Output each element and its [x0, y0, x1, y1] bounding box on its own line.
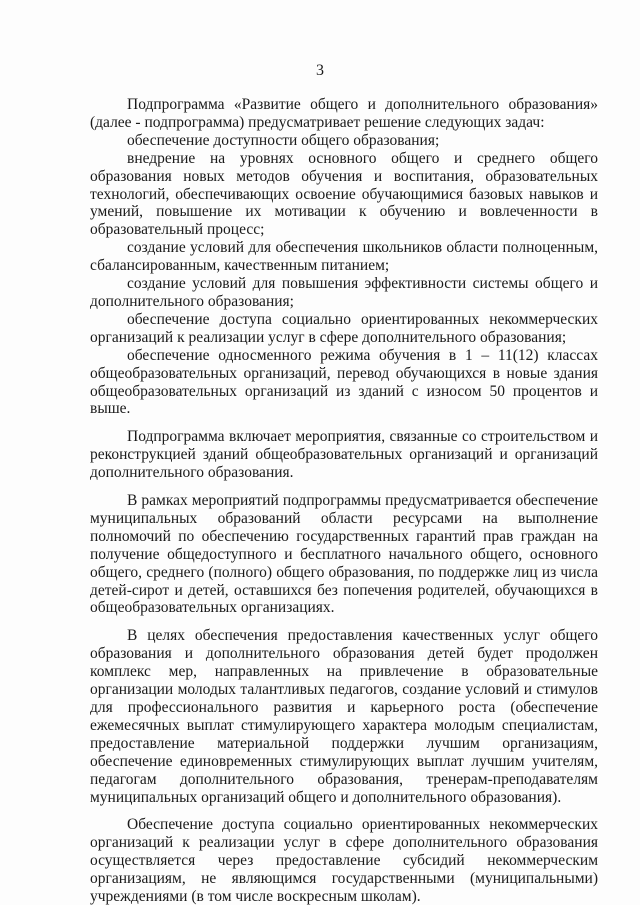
paragraph-task-4: создание условий для повышения эффективности системы общего и дополнительного образования; — [90, 275, 598, 310]
paragraph-municipal-resources: В рамках мероприятий подпрограммы предусматривается обеспечение муниципальных образований области ресурсами на выполнение полномочий по обеспечению государственных гарантий прав граждан на получение общедоступного и бесплатного начального общего, основного общего, среднего (полного) общего образования, по поддержке лиц из числа детей-сирот и детей, оставшихся без попечения родителей, обучающихся в общеобразовательных организациях. — [90, 492, 598, 617]
paragraph-task-3: создание условий для обеспечения школьников области полноценным, сбалансированным, качественным питанием; — [90, 239, 598, 275]
paragraph-task-2: внедрение на уровнях основного общего и среднего общего образования новых методов обучения и воспитания, образовательных технологий, обеспечивающих освоение обучающимися базовых навыков и умений, повышение их мотивации к обучению и вовлеченности в образовательный процесс; — [90, 149, 598, 239]
document-body — [90, 96, 598, 906]
paragraph-task-6: обеспечение односменного режима обучения в 1 – 11(12) классах общеобразовательных организаций, перевод обучающихся в новые здания общеобразовательных организаций из зданий с износом 50 процентов и выше. — [90, 346, 598, 418]
paragraph-construction: Подпрограмма включает мероприятия, связанные со строительством и реконструкцией зданий общеобразовательных организаций и организаций дополнительного образования. — [90, 428, 598, 482]
page-number: 3 — [316, 62, 324, 79]
paragraph-task-5: обеспечение доступа социально ориентированных некоммерческих организаций к реализации услуг в сфере дополнительного образования; — [90, 310, 598, 346]
paragraph-nonprofit-access: Обеспечение доступа социально ориентированных некоммерческих организаций к реализации услуг в сфере дополнительного образования осуществляется через предоставление субсидий некоммерческим организациям, не являющимся государственными (муниципальными) учреждениями (в том числе воскресным школам). — [90, 816, 598, 906]
paragraph-intro: Подпрограмма «Развитие общего и дополнительного образования» (далее - подпрограмма) предусматривает решение следующих задач: — [90, 96, 598, 131]
paragraph-quality-services: В целях обеспечения предоставления качественных услуг общего образования и дополнительного образования детей будет продолжен комплекс мер, направленных на привлечение в образовательные организации молодых талантливых педагогов, создание условий и стимулов для профессионального развития и карьерного роста (обеспечение ежемесячных выплат стимулирующего характера молодым специалистам, предоставление материальной поддержки лучшим организациям, обеспечение единовременных стимулирующих выплат лучшим учителям, педагогам дополнительного образования, тренерам-преподавателям муниципальных организаций общего и дополнительного образования). — [90, 627, 598, 806]
paragraph-task-1: обеспечение доступности общего образования; — [127, 131, 440, 149]
